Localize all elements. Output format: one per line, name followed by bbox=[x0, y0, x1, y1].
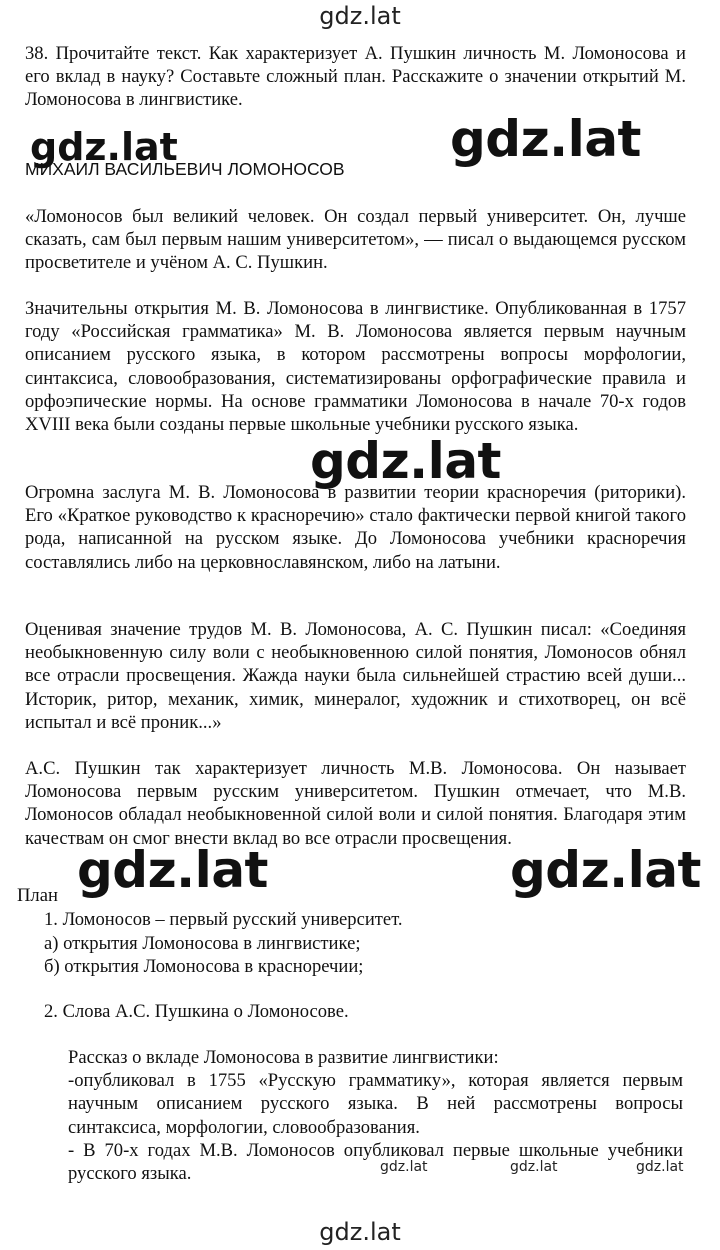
story-title: Рассказ о вкладе Ломоносова в развитие лингвистики: bbox=[68, 1047, 499, 1068]
task-text: 38. Прочитайте текст. Как характеризует А. Пушкин личность М. Ломоносова и его вклад в науку? Составьте сложный план. Расскажите о значении открытий М. Ломоносова в лингвистике. bbox=[25, 43, 686, 111]
watermark-heading-right: gdz.lat bbox=[450, 110, 641, 168]
plan-item-1b: б) открытия Ломоносова в красноречии; bbox=[44, 956, 364, 977]
paragraph-5: А.С. Пушкин так характеризует личность М.В. Ломоносова. Он называет Ломоносова первым русским университетом. Пушкин отмечает, что М.В. Ломоносов обладал необыкновенной силой воли и силой понятия. Благодаря этим качествам он смог внести вклад во все отрасли просвещения. bbox=[25, 758, 686, 849]
plan-item-2: 2. Слова А.С. Пушкина о Ломоносове. bbox=[44, 1001, 349, 1022]
plan-title: План bbox=[17, 885, 58, 906]
watermark-small-1: gdz.lat bbox=[380, 1159, 428, 1175]
watermark-top: gdz.lat bbox=[319, 2, 401, 30]
plan-item-1: 1. Ломоносов – первый русский университет. bbox=[44, 909, 403, 930]
story-line-1: -опубликовал в 1755 «Русскую грамматику», которая является первым научным описанием русского языка. В ней рассмотрены вопросы синтаксиса, морфологии, словообразования. bbox=[68, 1070, 683, 1138]
watermark-small-2: gdz.lat bbox=[510, 1159, 558, 1175]
plan-item-1a: а) открытия Ломоносова в лингвистике; bbox=[44, 933, 361, 954]
watermark-heading-left: gdz.lat bbox=[30, 125, 178, 169]
watermark-plan-left: gdz.lat bbox=[77, 841, 268, 899]
story-block bbox=[68, 1046, 683, 1185]
paragraph-1: «Ломоносов был великий человек. Он создал первый университет. Он, лучше сказать, сам был первым нашим университетом», — писал о выдающемся русском просветителе и учёном А. С. Пушкин. bbox=[25, 206, 686, 274]
article-heading: МИХАИЛ ВАСИЛЬЕВИЧ ЛОМОНОСОВ bbox=[25, 159, 345, 179]
watermark-middle: gdz.lat bbox=[310, 432, 501, 490]
paragraph-4: Оценивая значение трудов М. В. Ломоносова, А. С. Пушкин писал: «Соединяя необыкновенную силу воли с необыкновенною силой понятия, Ломоносов обнял все отрасли просвещения. Жажда науки была сильнейшей страстию всей души... Историк, ритор, механик, химик, минералог, художник и стихотворец, он всё испытал и всё проник...» bbox=[25, 619, 686, 733]
paragraph-3: Огромна заслуга М. В. Ломоносова в развитии теории красноречия (риторики). Его «Краткое руководство к красноречию» стало фактически первой книгой такого рода, написанной на русском языке. До Ломоносова учебники красноречия составлялись либо на церковнославянском, либо на латыни. bbox=[25, 482, 686, 573]
watermark-plan-right: gdz.lat bbox=[510, 841, 701, 899]
paragraph-2: Значительны открытия М. В. Ломоносова в лингвистике. Опубликованная в 1757 году «Российская грамматика» М. В. Ломоносова является первым научным описанием русского языка, в котором рассмотрены вопросы морфологии, синтаксиса, словообразования, систематизированы орфографические правила и орфоэпические нормы. На основе грамматики Ломоносова в начале 70-х годов XVIII века были созданы первые школьные учебники русского языка. bbox=[25, 298, 686, 436]
watermark-bottom: gdz.lat bbox=[319, 1218, 401, 1246]
story-line-2: - В 70-х годах М.В. Ломоносов опубликовал первые школьные учебники русского языка. bbox=[68, 1139, 683, 1185]
watermark-small-3: gdz.lat bbox=[636, 1159, 684, 1175]
